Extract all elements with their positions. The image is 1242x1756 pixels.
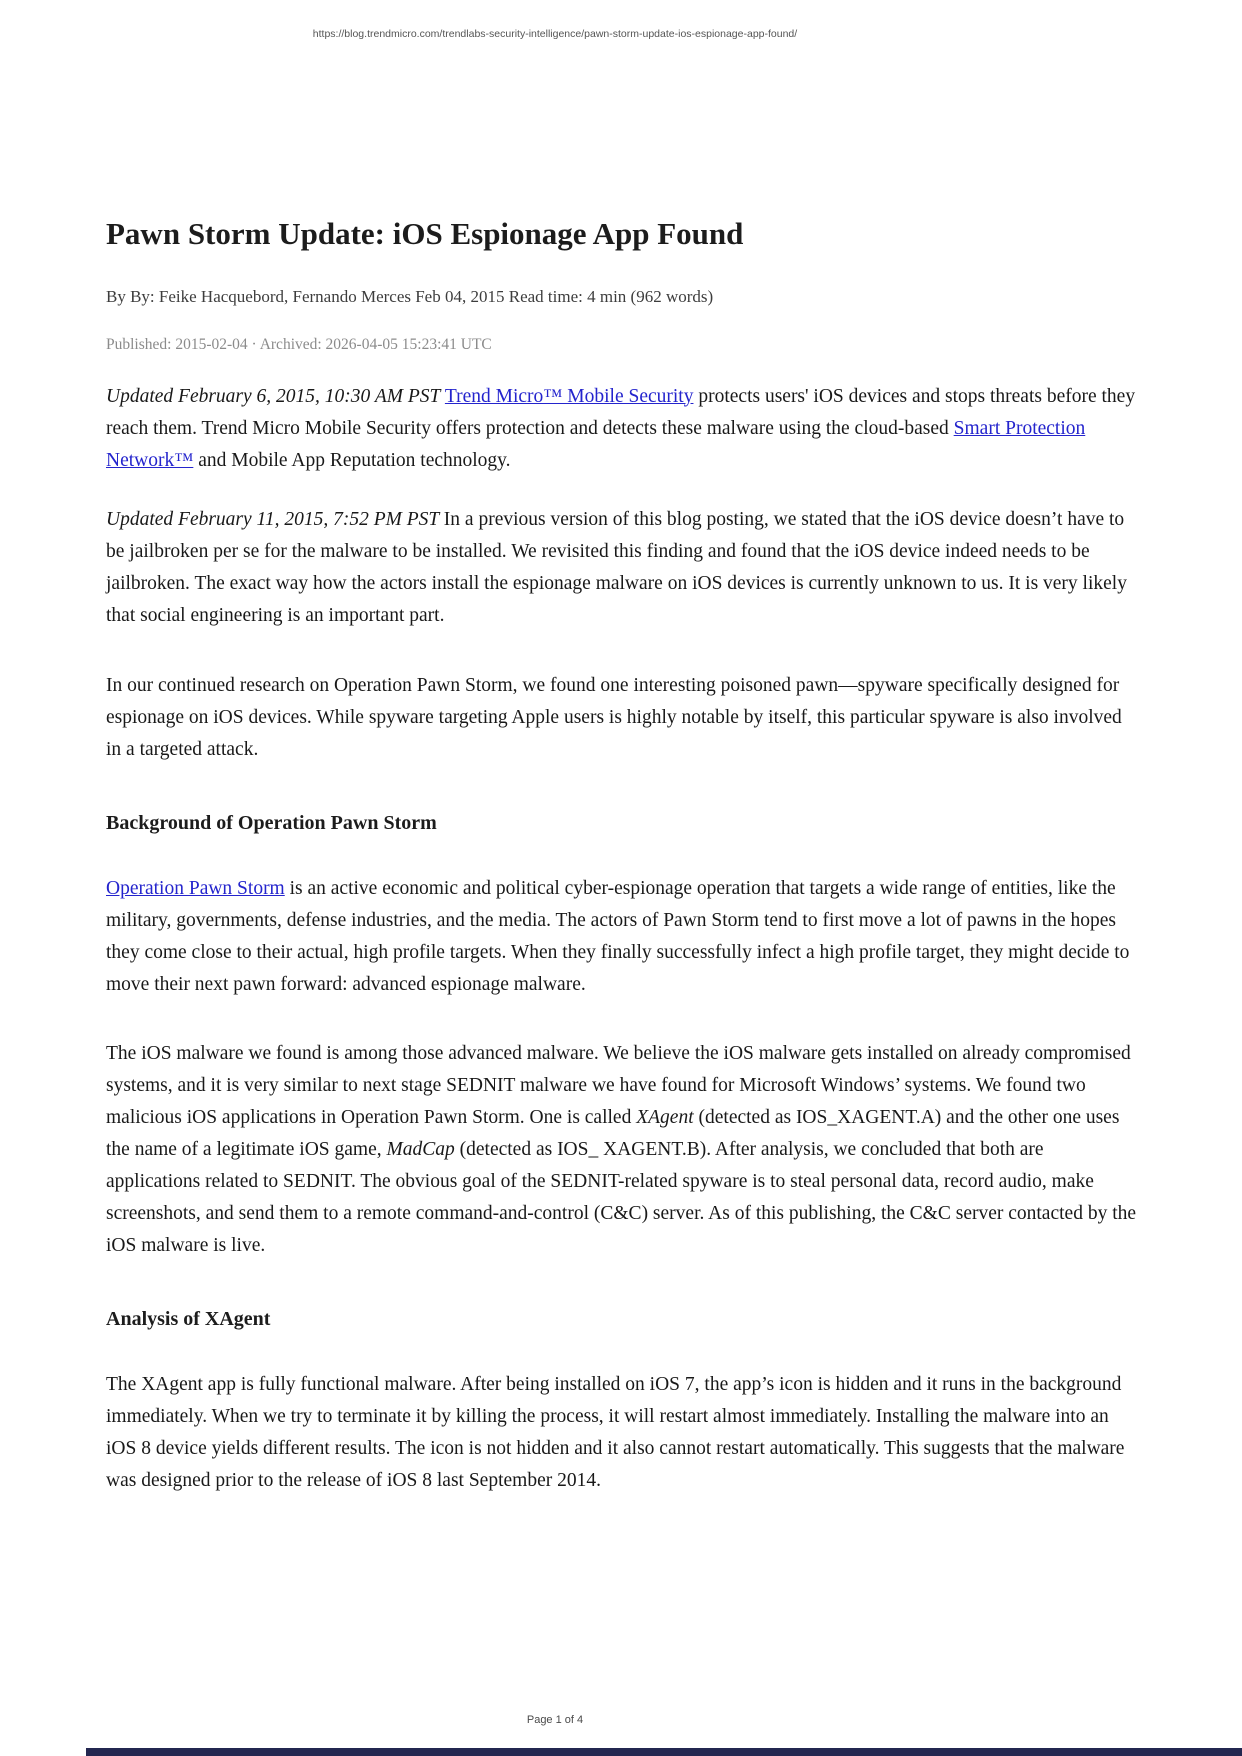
text-segment: The XAgent app is fully functional malware. After being installed on iOS 7, the app’s icon is hidden and it runs in the background immediately. When we try to terminate it by killing the process, it will restart almost immediately. Installing the malware into an iOS 8 device yields different results. The icon is not hidden and it also cannot restart automatically. This suggests that the malware was designed prior to the release of iOS 8 last September 2014. xyxy=(106,1373,1125,1491)
article-byline: By By: Feike Hacquebord, Fernando Merces Feb 04, 2015 Read time: 4 min (962 words) xyxy=(106,286,714,306)
text-segment: In our continued research on Operation Pawn Storm, we found one interesting poisoned pawn—spyware specifically designed for espionage on iOS devices. While spyware targeting Apple users is highly notable by itself, this particular spyware is also involved in a targeted attack. xyxy=(106,674,1122,760)
paragraph-ios-malware xyxy=(106,1038,1136,1262)
emphasized-text: MadCap xyxy=(386,1138,455,1160)
article xyxy=(106,0,1136,1497)
text-segment: (detected as IOS_XAGENT.A) and the other one uses the name of a legitimate iOS game, xyxy=(106,1106,1120,1160)
paragraph-xagent-analysis xyxy=(106,1369,1136,1497)
text-segment: and Mobile App Reputation technology. xyxy=(193,449,511,471)
paragraph-background xyxy=(106,873,1136,1001)
section-heading-analysis: Analysis of XAgent xyxy=(106,1307,271,1330)
text-segment: is an active economic and political cyber-espionage operation that targets a wide range of entities, like the military, governments, defense industries, and the media. The actors of Pawn Storm tend to first move a lot of pawns in the hopes they come close to their actual, high profile targets. When they finally successfully infect a high profile target, they might decide to move their next pawn forward: advanced espionage malware. xyxy=(106,877,1130,995)
print-header-url: https://blog.trendmicro.com/trendlabs-security-intelligence/pawn-storm-update-ios-espionage-app-found/ xyxy=(312,28,798,40)
section-heading-background: Background of Operation Pawn Storm xyxy=(106,811,437,834)
footer-band xyxy=(86,1748,1242,1756)
text-segment: (detected as IOS_ XAGENT.B). After analysis, we concluded that both are applications related to SEDNIT. The obvious goal of the SEDNIT-related spyware is to steal personal data, record audio, make screenshots, and send them to a remote command-and-control (C&C) server. As of this publishing, the C&C server contacted by the iOS malware is live. xyxy=(106,1138,1137,1256)
page-title: Pawn Storm Update: iOS Espionage App Found xyxy=(106,216,744,251)
article-published-line: Published: 2015-02-04 · Archived: 2026-04-05 15:23:41 UTC xyxy=(106,335,492,353)
inline-link[interactable]: Operation Pawn Storm xyxy=(106,877,285,899)
inline-link[interactable]: Smart Protection Network™ xyxy=(106,417,1086,471)
emphasized-text: Updated February 6, 2015, 10:30 AM PST xyxy=(106,385,445,407)
inline-link[interactable]: Trend Micro™ Mobile Security xyxy=(444,385,694,407)
text-segment: In a previous version of this blog posting, we stated that the iOS device doesn’t have to be jailbroken per se for the malware to be installed. We revisited this finding and found that the iOS device indeed needs to be jailbroken. The exact way how the actors install the espionage malware on iOS devices is currently unknown to us. It is very likely that social engineering is an important part. xyxy=(106,508,1127,626)
text-segment: The iOS malware we found is among those advanced malware. We believe the iOS malware gets installed on already compromised systems, and it is very similar to next stage SEDNIT malware we have found for Microsoft Windows’ systems. We found two malicious iOS applications in Operation Pawn Storm. One is called xyxy=(106,1042,1131,1128)
paragraph-intro xyxy=(106,670,1136,766)
paragraph-update-feb6 xyxy=(106,381,1136,477)
text-segment: protects users' iOS devices and stops threats before they reach them. Trend Micro Mobile Security offers protection and detects these malware using the cloud-based xyxy=(106,385,1136,439)
emphasized-text: Updated February 11, 2015, 7:52 PM PST xyxy=(106,508,444,530)
page-number: Page 1 of 4 xyxy=(526,1714,584,1726)
paragraph-update-feb11 xyxy=(106,504,1136,632)
emphasized-text: XAgent xyxy=(636,1106,694,1128)
